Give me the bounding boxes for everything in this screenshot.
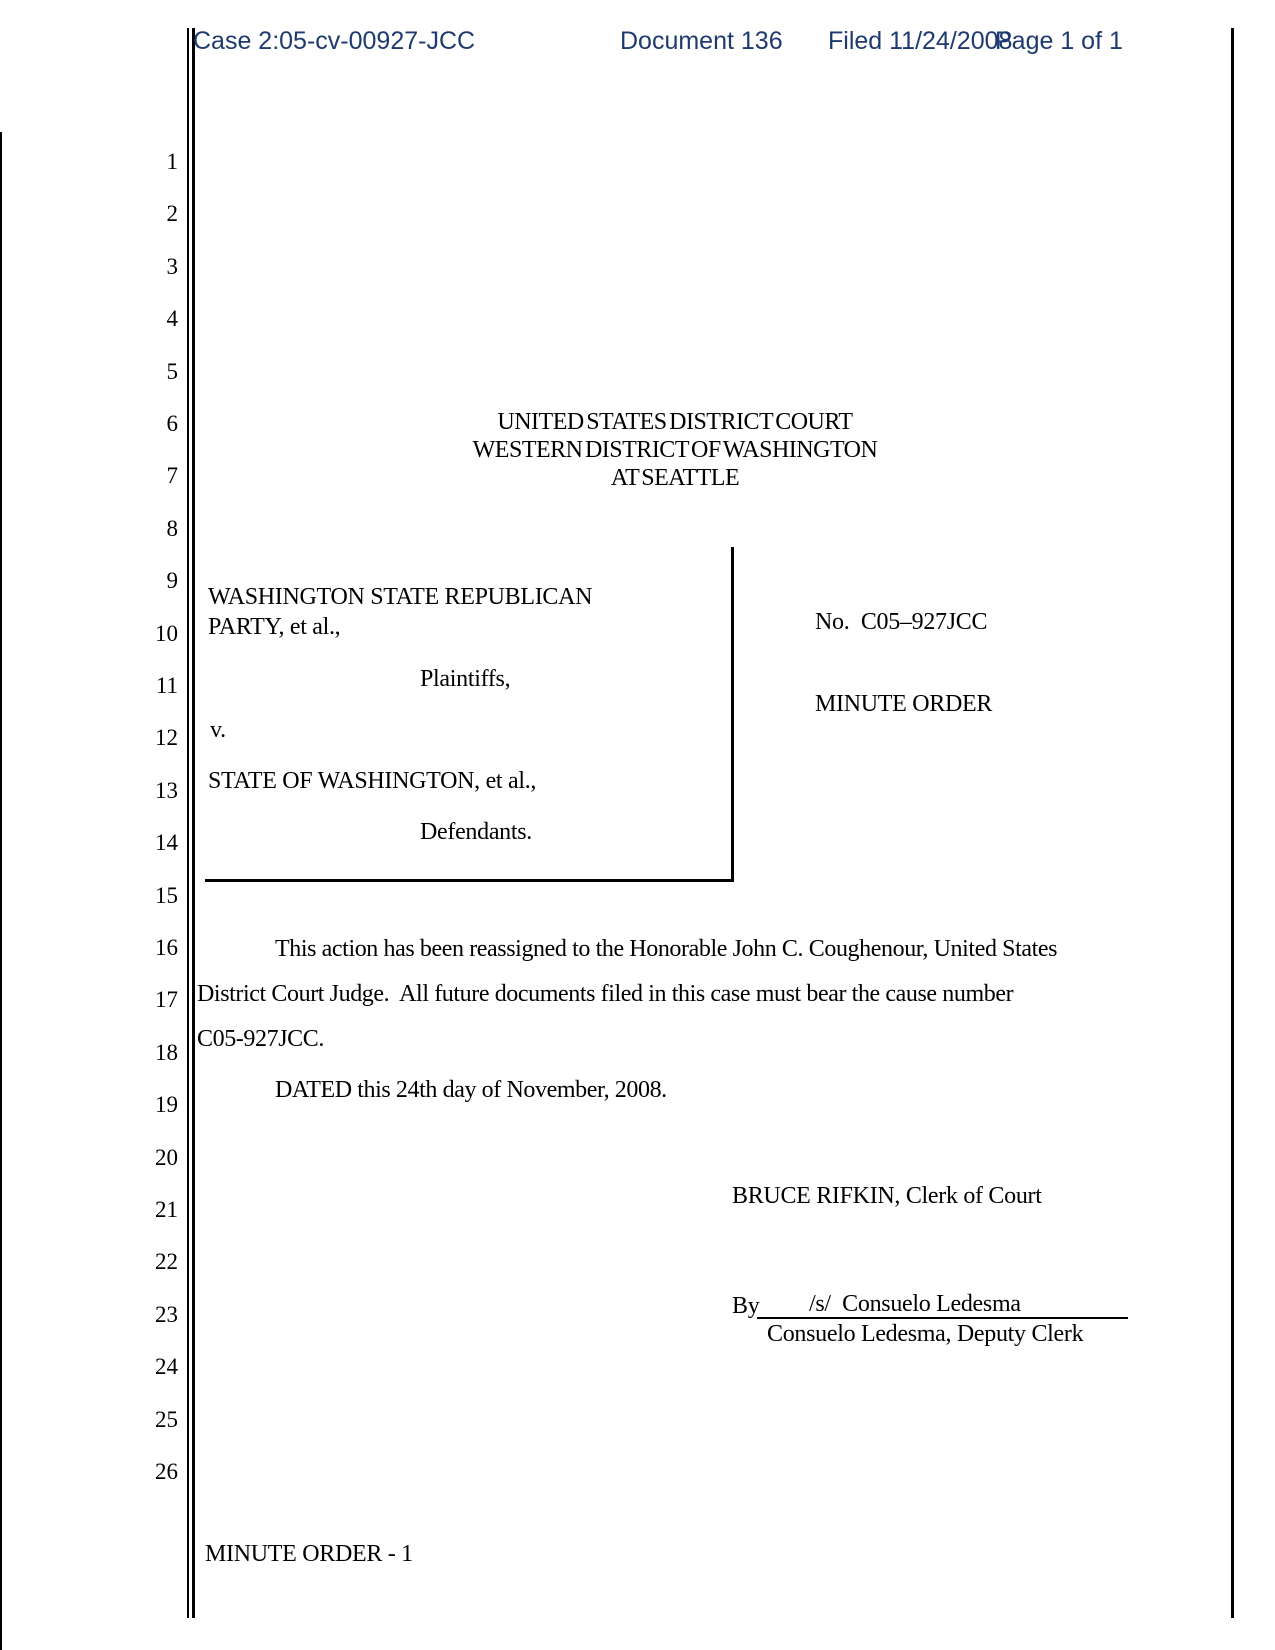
signature-line (757, 1290, 1128, 1319)
line-number: 18 (155, 1039, 178, 1065)
line-number: 1 (166, 149, 178, 174)
line-number: 7 (166, 463, 178, 489)
case-number: No. C05–927JCC (815, 609, 988, 635)
versus: v. (210, 717, 226, 743)
line-number: 25 (155, 1406, 178, 1432)
line-number: 22 (155, 1249, 178, 1275)
caption-box-right-border (731, 547, 734, 881)
order-title: MINUTE ORDER (815, 691, 993, 717)
defendant-name: STATE OF WASHINGTON, et al., (208, 768, 537, 794)
body-text-line1: This action has been reassigned to the Honorable John C. Coughenour, United States (275, 936, 1058, 962)
caption-box-bottom-border (205, 879, 734, 882)
plaintiff-role: Plaintiffs, (420, 666, 511, 692)
court-location: AT SEATTLE (610, 465, 740, 491)
line-number: 12 (155, 725, 178, 751)
court-district: WESTERN DISTRICT OF WASHINGTON (472, 437, 878, 463)
line-number: 23 (155, 1301, 178, 1327)
right-margin-rule (1231, 28, 1234, 1618)
line-number: 26 (155, 1459, 178, 1484)
line-number: 17 (155, 987, 178, 1013)
dated-line: DATED this 24th day of November, 2008. (275, 1077, 667, 1103)
document-footer-label: MINUTE ORDER - 1 (205, 1541, 413, 1567)
line-number: 24 (155, 1354, 178, 1380)
left-margin-rule-outer (187, 28, 189, 1618)
deputy-clerk-name: Consuelo Ledesma, Deputy Clerk (767, 1321, 1084, 1347)
stamp-case-number: Case 2:05-cv-00927-JCC (193, 27, 476, 55)
line-number: 16 (155, 935, 178, 960)
electronic-signature: /s/ Consuelo Ledesma (809, 1291, 1021, 1317)
stamp-page-count: Page 1 of 1 (995, 27, 1123, 55)
line-number: 6 (166, 411, 178, 436)
line-number: 2 (166, 201, 178, 227)
left-margin-rule-inner (192, 28, 195, 1618)
stamp-document-number: Document 136 (620, 27, 783, 55)
line-number: 21 (155, 1197, 178, 1222)
line-number: 10 (155, 620, 178, 646)
line-number: 20 (155, 1144, 178, 1170)
clerk-of-court-name: BRUCE RIFKIN, Clerk of Court (732, 1183, 1042, 1209)
line-number: 19 (155, 1092, 178, 1118)
plaintiff-name-line1: WASHINGTON STATE REPUBLICAN (208, 584, 593, 610)
scan-edge-artifact (0, 132, 2, 1650)
line-number: 11 (155, 673, 178, 698)
line-number: 5 (166, 358, 178, 384)
line-number: 9 (166, 568, 178, 594)
defendant-role: Defendants. (420, 819, 532, 845)
body-text-line2: District Court Judge. All future documents filed in this case must bear the cause number (197, 981, 1014, 1007)
line-number: 14 (155, 830, 178, 856)
court-name: UNITED STATES DISTRICT COURT (497, 409, 853, 435)
by-label: By (732, 1293, 760, 1319)
line-number: 8 (166, 515, 178, 541)
plaintiff-name-line2: PARTY, et al., (208, 614, 341, 640)
line-number: 4 (166, 306, 178, 332)
line-number: 13 (155, 777, 178, 803)
body-text-line3: C05-927JCC. (197, 1026, 324, 1052)
stamp-filed-date: Filed 11/24/2008 (828, 27, 1013, 55)
line-number: 3 (166, 253, 178, 279)
line-number: 15 (155, 882, 178, 908)
